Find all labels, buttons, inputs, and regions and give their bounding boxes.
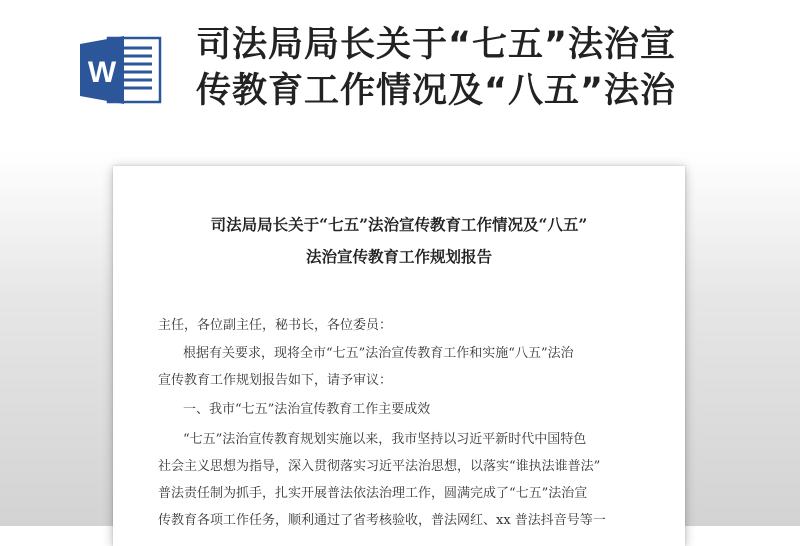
document-page (113, 166, 685, 546)
document-title-line: 司法局局长关于“七五”法治宣传教育工作情况及“八五” (210, 215, 588, 234)
body-line: “七五”法治宣传教育规划实施以来，我市坚持以习近平新时代中国特色 (183, 432, 587, 447)
body-line: 普法责任制为抓手，扎实开展普法依法治理工作，圆满完成了“七五”法治宣 (158, 486, 588, 501)
intro-line: 宣传教育工作规划报告如下，请予审议： (158, 373, 393, 388)
document-title-line: 法治宣传教育工作规划报告 (305, 247, 492, 266)
section-heading: 一、我市“七五”法治宣传教育工作主要成效 (183, 402, 431, 417)
banner-title (196, 22, 786, 114)
banner-header (0, 0, 800, 150)
document-title (113, 209, 685, 273)
body-line: 传教育各项工作任务，顺利通过了省考核验收，普法网红、xx 普法抖音号等一 (158, 513, 606, 528)
salutation: 主任，各位副主任，秘书长，各位委员： (158, 318, 393, 333)
banner-title-line: 司法局局长关于“七五”法治宣 (196, 25, 677, 65)
word-letter: W (87, 56, 117, 89)
intro-line: 根据有关要求，现将全市“七五”法治宣传教育工作和实施“八五”法治 (183, 346, 574, 361)
banner-title-line: 传教育工作情况及“八五”法治 (196, 71, 677, 111)
body-line: 社会主义思想为指导，深入贯彻落实习近平法治思想，以落实“谁执法谁普法” (158, 459, 601, 474)
word-document-icon (78, 32, 164, 108)
